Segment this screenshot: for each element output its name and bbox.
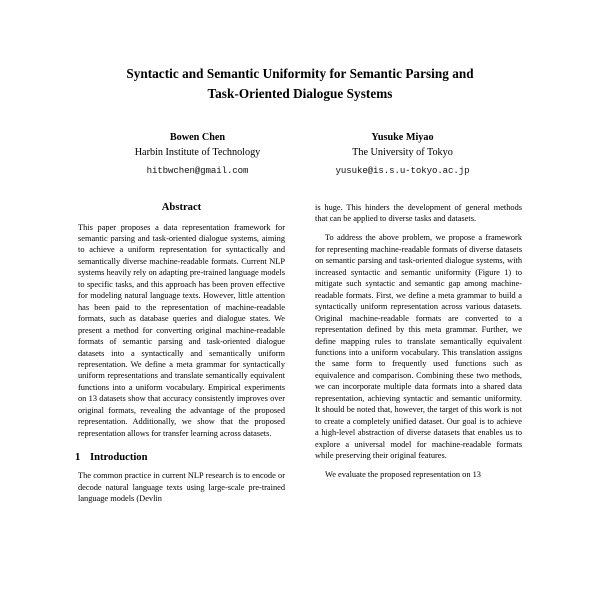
section-number: 1 [75, 452, 81, 464]
right-column [315, 202, 522, 505]
section-title: Introduction [90, 452, 148, 464]
right-paragraph-2: To address the above problem, we propose a framework for representing machine-readable formats of diverse datasets on semantic parsing and task-oriented dialogue systems, with increased syntactic and semantic uniformity (Figure 1) to mitigate such syntactic and semantic gap among machine-readable formats. First, we define a meta grammar to build a syntactically uniform representation across various datasets. Original machine-readable formats are converted to a representation defined by this meta grammar. Further, we define mapping rules to translate semantically equivalent functions into a uniform vocabulary. This translation assigns the same form to frequently used functions such as equivalence and comparison. Combining these two methods, we can incorporate multiple data formats into a shared data representation, achieving syntactic and semantic uniformity. It should be noted that, however, the target of this work is not to create a completely unified dataset. Our goal is to achieve a high-level abstraction of diverse datasets that enables us to explore a universal model for machine-readable formats while preserving their original features. [315, 233, 522, 461]
author-block [0, 131, 600, 178]
author-name: Bowen Chen [169, 131, 226, 143]
author-affiliation: Harbin Institute of Technology [134, 147, 261, 159]
author-entry [300, 131, 505, 178]
right-paragraph-3-clipped: We evaluate the proposed representation on 13 [325, 470, 481, 480]
author-name: Yusuke Miyao [371, 131, 434, 143]
title-line-2: Task-Oriented Dialogue Systems [207, 86, 393, 102]
author-entry [95, 131, 300, 178]
body-columns [0, 202, 600, 505]
title-block [0, 0, 600, 105]
section-heading-introduction [75, 452, 285, 464]
abstract-text: This paper proposes a data representation framework for semantic parsing and task-oriented dialogue systems, aiming to achieve a uniform representation for syntactically and semantically diverse machine-readable formats. Current NLP systems heavily rely on adapting pre-trained language models to specific tasks, and this approach has been proven effective for modeling natural language texts. However, little attention has been paid to the representation of machine-readable formats, such as database queries and dialogue states. We present a method for converting original machine-readable formats of semantic parsing and task-oriented dialogue datasets into a syntactically and semantically uniform representation. We define a meta grammar for syntactically uniform representations and translate semantically equivalent functions into a uniform vocabulary. Empirical experiments on 13 datasets show that accuracy consistently improves over original formats, revealing the advantage of the proposed representation. Additionally, we show that the proposed representation allows for transfer learning across datasets. [78, 222, 285, 438]
author-email[interactable]: yusuke@is.s.u-tokyo.ac.jp [335, 164, 470, 176]
title-line-1: Syntactic and Semantic Uniformity for Semantic Parsing and [126, 66, 474, 81]
page-title [80, 64, 520, 105]
introduction-paragraph: The common practice in current NLP research is to encode or decode natural language texts using large-scale pre-trained language models (Devlin [78, 471, 285, 504]
left-column [75, 201, 285, 505]
author-email[interactable]: hitbwchen@gmail.com [146, 164, 249, 176]
continued-paragraph: is huge. This hinders the development of general methods that can be applied to diverse tasks and datasets. [315, 202, 522, 223]
author-affiliation: The University of Tokyo [352, 147, 453, 159]
abstract-heading: Abstract [161, 201, 202, 213]
